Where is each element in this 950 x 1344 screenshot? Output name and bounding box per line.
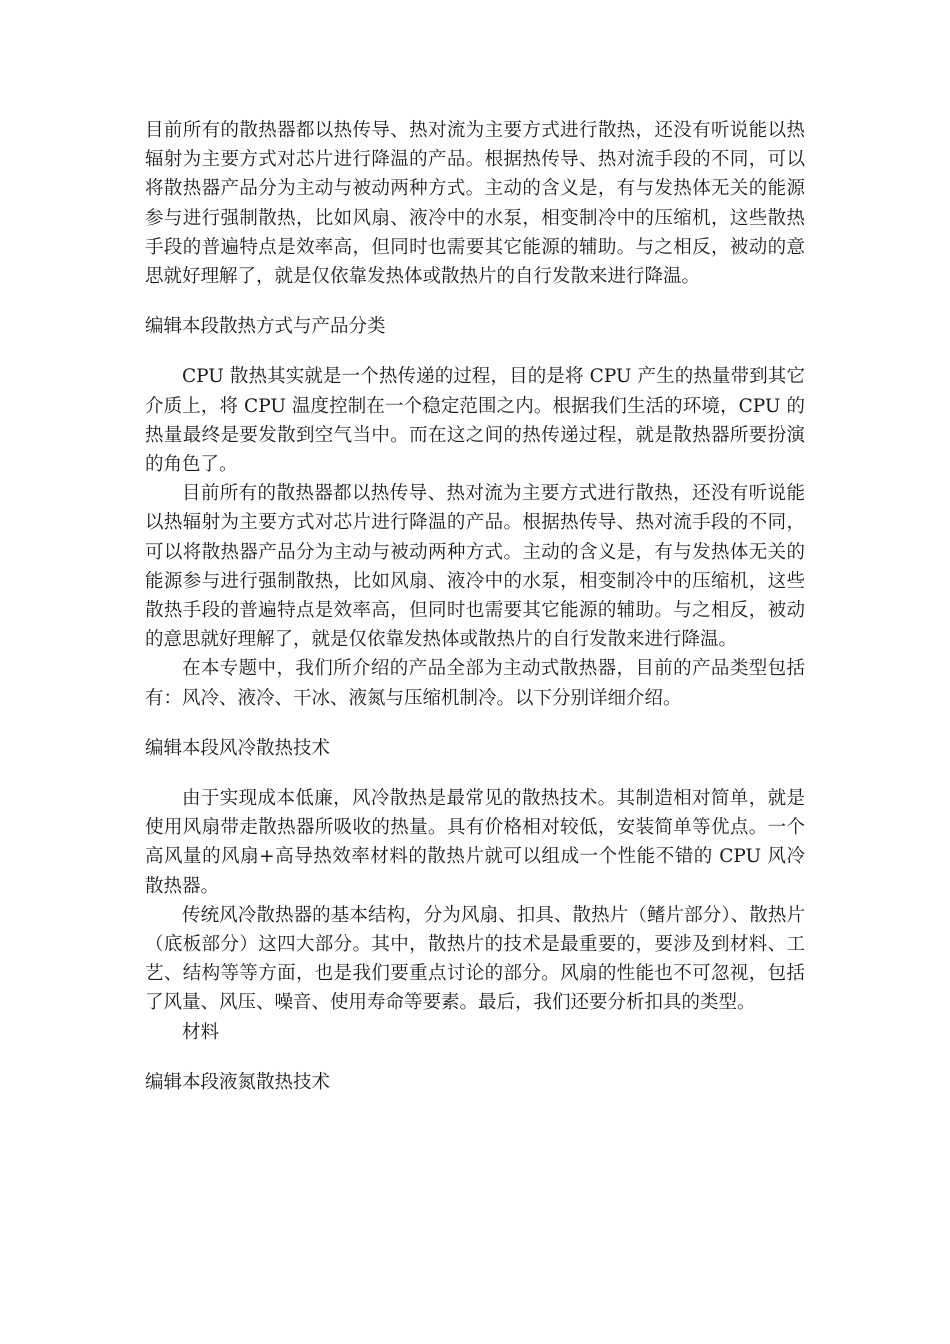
section-body-air-cooling: [145, 784, 805, 1047]
body-paragraph: 由于实现成本低廉，风冷散热是最常见的散热技术。其制造相对简单，就是使用风扇带走散热器所吸收的热量。具有价格相对较低，安装简单等优点。一个高风量的风扇+高导热效率材料的散热片就可以组成一个性能不错的 CPU 风冷散热器。: [145, 788, 805, 897]
section-body-cooling-methods: [145, 362, 805, 712]
body-paragraph: 传统风冷散热器的基本结构，分为风扇、扣具、散热片（鳍片部分）、散热片（底板部分）这四大部分。其中，散热片的技术是最重要的，要涉及到材料、工艺、结构等等方面，也是我们要重点讨论的部分。风扇的性能也不可忽视，包括了风量、风压、噪音、使用寿命等要素。最后，我们还要分析扣具的类型。: [145, 904, 805, 1014]
section-heading-liquid-nitrogen: 编辑本段液氮散热技术: [145, 1071, 331, 1093]
document-page: [145, 116, 805, 1097]
body-paragraph: 目前所有的散热器都以热传导、热对流为主要方式进行散热，还没有听说能以热辐射为主要方式对芯片进行降温的产品。根据热传导、热对流手段的不同，可以将散热器产品分为主动与被动两种方式。主动的含义是，有与发热体无关的能源参与进行强制散热，比如风扇、液冷中的水泵，相变制冷中的压缩机，这些散热手段的普遍特点是效率高，但同时也需要其它能源的辅助。与之相反，被动的意思就好理解了，就是仅依靠发热体或散热片的自行发散来进行降温。: [145, 483, 805, 651]
intro-paragraph: 目前所有的散热器都以热传导、热对流为主要方式进行散热，还没有听说能以热辐射为主要方式对芯片进行降温的产品。根据热传导、热对流手段的不同，可以将散热器产品分为主动与被动两种方式。主动的含义是，有与发热体无关的能源参与进行强制散热，比如风扇、液冷中的水泵，相变制冷中的压缩机，这些散热手段的普遍特点是效率高，但同时也需要其它能源的辅助。与之相反，被动的意思就好理解了，就是仅依靠发热体或散热片的自行发散来进行降温。: [145, 120, 805, 288]
section-heading-cooling-methods: 编辑本段散热方式与产品分类: [145, 316, 386, 338]
body-paragraph: CPU 散热其实就是一个热传递的过程，目的是将 CPU 产生的热量带到其它介质上，将 CPU 温度控制在一个稳定范围之内。根据我们生活的环境，CPU 的热量最终是要发散到空气当中。而在这之间的热传递过程，就是散热器所要扮演的角色了。: [145, 366, 805, 476]
body-paragraph: 材料: [182, 1021, 220, 1043]
body-paragraph: 在本专题中，我们所介绍的产品全部为主动式散热器，目前的产品类型包括有：风冷、液冷、干冰、液氮与压缩机制冷。以下分别详细介绍。: [145, 658, 805, 709]
section-heading-air-cooling: 编辑本段风冷散热技术: [145, 737, 331, 759]
